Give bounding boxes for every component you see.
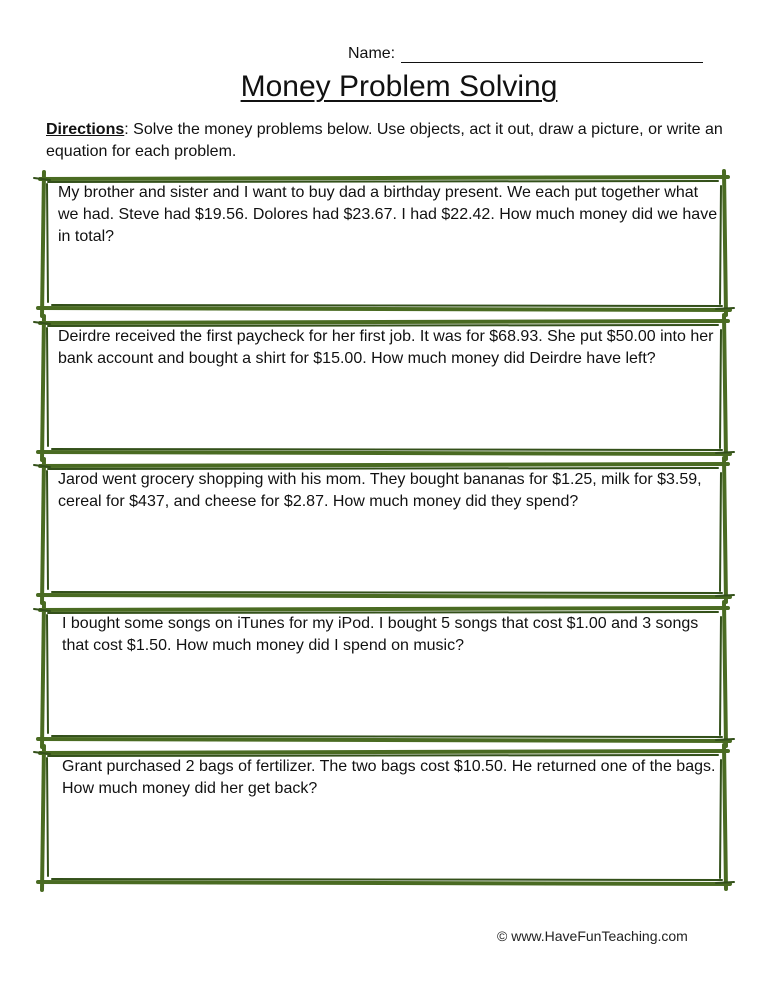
problem-box-2[interactable] [38,320,730,456]
directions [46,119,736,163]
problem-box-1[interactable] [38,176,730,312]
name-field-row [348,44,703,63]
problem-text-4: I bought some songs on iTunes for my iPod. I bought 5 songs that cost $1.00 and 3 songs that cost $1.50. How much money did I spend on music? [62,615,699,654]
problem-box-5[interactable] [38,750,730,886]
problem-box-4[interactable] [38,607,730,743]
problem-text-3: Jarod went grocery shopping with his mom. They bought bananas for $1.25, milk for $3.59, cereal for $437, and cheese for $2.87. How much money did they spend? [58,471,702,510]
problem-text-1: My brother and sister and I want to buy dad a birthday present. We each put together what we had. Steve had $19.56. Dolores had $23.67. I had $22.42. How much money did we have in total? [58,184,718,245]
problem-text-2: Deirdre received the first paycheck for her first job. It was for $68.93. She put $50.00 into her bank account and bought a shirt for $15.00. How much money did Deirdre have left? [58,328,714,367]
copyright-footer: © www.HaveFunTeaching.com [497,928,688,944]
problem-box-3[interactable] [38,463,730,599]
name-label: Name: [348,45,396,62]
name-blank-line[interactable] [401,44,703,63]
directions-label: Directions [46,121,125,138]
directions-text: : Solve the money problems below. Use objects, act it out, draw a picture, or write an equation for each problem. [46,121,723,160]
problem-text-5: Grant purchased 2 bags of fertilizer. The two bags cost $10.50. He returned one of the bags. How much money did her get back? [62,758,716,797]
page-title: Money Problem Solving [240,70,558,103]
